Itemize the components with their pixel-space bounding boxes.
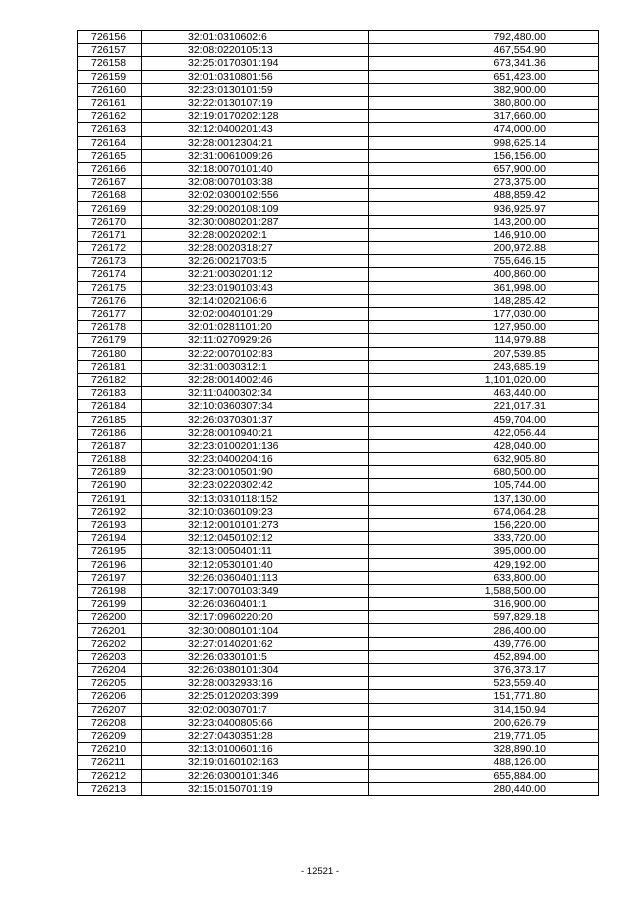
cadastral-number-cell: 32:26:0360401:1 [142, 598, 369, 611]
row-id-cell: 726183 [78, 387, 142, 400]
row-id-cell: 726197 [78, 571, 142, 584]
cadastral-number-cell: 32:26:0370301:37 [142, 413, 369, 426]
row-id-cell: 726190 [78, 479, 142, 492]
row-id-cell: 726213 [78, 782, 142, 795]
cadastral-number-cell: 32:23:0190103:43 [142, 281, 369, 294]
cadastral-number-cell: 32:28:0020318:27 [142, 242, 369, 255]
table-row [78, 202, 599, 215]
row-id-cell: 726162 [78, 110, 142, 123]
row-id-cell: 726167 [78, 176, 142, 189]
table-row [78, 650, 599, 663]
cadastral-number-cell: 32:01:0281101:20 [142, 321, 369, 334]
table-row [78, 598, 599, 611]
cadastral-number-cell: 32:12:0010101:273 [142, 518, 369, 531]
row-id-cell: 726160 [78, 83, 142, 96]
amount-cell: 273,375.00 [369, 176, 599, 189]
row-id-cell: 726192 [78, 505, 142, 518]
row-id-cell: 726187 [78, 439, 142, 452]
cadastral-number-cell: 32:11:0400302:34 [142, 387, 369, 400]
table-row [78, 637, 599, 650]
amount-cell: 200,626.79 [369, 716, 599, 729]
row-id-cell: 726166 [78, 162, 142, 175]
amount-cell: 316,900.00 [369, 598, 599, 611]
amount-cell: 655,884.00 [369, 769, 599, 782]
cadastral-number-cell: 32:19:0160102:163 [142, 756, 369, 769]
cadastral-number-cell: 32:22:0130107:19 [142, 96, 369, 109]
table-row [78, 453, 599, 466]
cadastral-number-cell: 32:01:0310801:56 [142, 70, 369, 83]
table-row [78, 176, 599, 189]
amount-cell: 998,625.14 [369, 136, 599, 149]
table-row [78, 703, 599, 716]
row-id-cell: 726209 [78, 729, 142, 742]
row-id-cell: 726159 [78, 70, 142, 83]
row-id-cell: 726198 [78, 584, 142, 597]
cadastral-number-cell: 32:10:0360307:34 [142, 400, 369, 413]
amount-cell: 280,440.00 [369, 782, 599, 795]
cadastral-number-cell: 32:02:0300102:556 [142, 189, 369, 202]
amount-cell: 452,894.00 [369, 650, 599, 663]
cadastral-number-cell: 32:30:0080201:287 [142, 215, 369, 228]
row-id-cell: 726201 [78, 624, 142, 637]
table-row [78, 268, 599, 281]
amount-cell: 200,972.88 [369, 242, 599, 255]
cadastral-number-cell: 32:25:0120203:399 [142, 690, 369, 703]
row-id-cell: 726182 [78, 373, 142, 386]
row-id-cell: 726205 [78, 677, 142, 690]
row-id-cell: 726206 [78, 690, 142, 703]
amount-cell: 1,588,500.00 [369, 584, 599, 597]
cadastral-number-cell: 32:02:0040101:29 [142, 307, 369, 320]
cadastral-number-cell: 32:08:0070103:38 [142, 176, 369, 189]
cadastral-number-cell: 32:30:0080101:104 [142, 624, 369, 637]
amount-cell: 328,890.10 [369, 743, 599, 756]
cadastral-number-cell: 32:29:0020108:109 [142, 202, 369, 215]
row-id-cell: 726171 [78, 228, 142, 241]
row-id-cell: 726156 [78, 31, 142, 44]
amount-cell: 177,030.00 [369, 307, 599, 320]
amount-cell: 317,660.00 [369, 110, 599, 123]
row-id-cell: 726170 [78, 215, 142, 228]
cadastral-number-cell: 32:15:0150701:19 [142, 782, 369, 795]
table-row [78, 149, 599, 162]
table-row [78, 545, 599, 558]
amount-cell: 156,156.00 [369, 149, 599, 162]
table-row [78, 518, 599, 531]
amount-cell: 151,771.80 [369, 690, 599, 703]
row-id-cell: 726188 [78, 453, 142, 466]
amount-cell: 936,925.97 [369, 202, 599, 215]
cadastral-number-cell: 32:12:0450102:12 [142, 532, 369, 545]
table-row [78, 677, 599, 690]
row-id-cell: 726173 [78, 255, 142, 268]
amount-cell: 439,776.00 [369, 637, 599, 650]
amount-cell: 127,950.00 [369, 321, 599, 334]
row-id-cell: 726178 [78, 321, 142, 334]
amount-cell: 105,744.00 [369, 479, 599, 492]
amount-cell: 114,979.88 [369, 334, 599, 347]
cadastral-number-cell: 32:21:0030201:12 [142, 268, 369, 281]
amount-cell: 459,704.00 [369, 413, 599, 426]
row-id-cell: 726200 [78, 611, 142, 624]
row-id-cell: 726157 [78, 44, 142, 57]
amount-cell: 286,400.00 [369, 624, 599, 637]
cadastral-number-cell: 32:28:0012304:21 [142, 136, 369, 149]
row-id-cell: 726181 [78, 360, 142, 373]
cadastral-number-cell: 32:12:0530101:40 [142, 558, 369, 571]
table-row [78, 360, 599, 373]
row-id-cell: 726193 [78, 518, 142, 531]
table-row [78, 281, 599, 294]
amount-cell: 657,900.00 [369, 162, 599, 175]
amount-cell: 382,900.00 [369, 83, 599, 96]
amount-cell: 674,064.28 [369, 505, 599, 518]
amount-cell: 395,000.00 [369, 545, 599, 558]
table-row [78, 83, 599, 96]
amount-cell: 463,440.00 [369, 387, 599, 400]
amount-cell: 1,101,020.00 [369, 373, 599, 386]
table-row [78, 387, 599, 400]
table-row [78, 439, 599, 452]
cadastral-number-cell: 32:23:0220302:42 [142, 479, 369, 492]
amount-cell: 207,539.85 [369, 347, 599, 360]
table-row [78, 426, 599, 439]
table-row [78, 70, 599, 83]
table-row [78, 44, 599, 57]
table-row [78, 571, 599, 584]
table-row [78, 532, 599, 545]
cadastral-number-cell: 32:23:0010501:90 [142, 466, 369, 479]
table-row [78, 690, 599, 703]
amount-cell: 792,480.00 [369, 31, 599, 44]
amount-cell: 429,192.00 [369, 558, 599, 571]
amount-cell: 400,860.00 [369, 268, 599, 281]
amount-cell: 380,800.00 [369, 96, 599, 109]
table-row [78, 321, 599, 334]
cadastral-number-cell: 32:02:0030701:7 [142, 703, 369, 716]
table-row [78, 782, 599, 795]
row-id-cell: 726208 [78, 716, 142, 729]
table-row [78, 242, 599, 255]
row-id-cell: 726186 [78, 426, 142, 439]
amount-cell: 633,800.00 [369, 571, 599, 584]
cadastral-number-cell: 32:17:0070103:349 [142, 584, 369, 597]
amount-cell: 146,910.00 [369, 228, 599, 241]
table-row [78, 413, 599, 426]
table-body [78, 31, 599, 796]
amount-cell: 148,285.42 [369, 294, 599, 307]
amount-cell: 156,220.00 [369, 518, 599, 531]
row-id-cell: 726168 [78, 189, 142, 202]
row-id-cell: 726169 [78, 202, 142, 215]
amount-cell: 221,017.31 [369, 400, 599, 413]
cadastral-number-cell: 32:11:0270929:26 [142, 334, 369, 347]
row-id-cell: 726199 [78, 598, 142, 611]
row-id-cell: 726191 [78, 492, 142, 505]
table-row [78, 31, 599, 44]
row-id-cell: 726210 [78, 743, 142, 756]
amount-cell: 680,500.00 [369, 466, 599, 479]
amount-cell: 523,559.40 [369, 677, 599, 690]
table-row [78, 255, 599, 268]
row-id-cell: 726184 [78, 400, 142, 413]
cadastral-number-cell: 32:26:0380101:304 [142, 664, 369, 677]
cadastral-number-cell: 32:13:0050401:11 [142, 545, 369, 558]
table-row [78, 334, 599, 347]
row-id-cell: 726194 [78, 532, 142, 545]
table-row [78, 769, 599, 782]
row-id-cell: 726202 [78, 637, 142, 650]
cadastral-number-cell: 32:23:0130101:59 [142, 83, 369, 96]
cadastral-number-cell: 32:13:0310118:152 [142, 492, 369, 505]
table-row [78, 307, 599, 320]
table-row [78, 492, 599, 505]
amount-cell: 488,859.42 [369, 189, 599, 202]
table-row [78, 611, 599, 624]
cadastral-number-cell: 32:13:0100601:16 [142, 743, 369, 756]
cadastral-number-cell: 32:23:0400204:16 [142, 453, 369, 466]
amount-cell: 333,720.00 [369, 532, 599, 545]
table-row [78, 664, 599, 677]
cadastral-number-cell: 32:26:0300101:346 [142, 769, 369, 782]
row-id-cell: 726163 [78, 123, 142, 136]
table-row [78, 96, 599, 109]
cadastral-number-cell: 32:14:0202106:6 [142, 294, 369, 307]
table-row [78, 136, 599, 149]
row-id-cell: 726179 [78, 334, 142, 347]
amount-cell: 467,554.90 [369, 44, 599, 57]
cadastral-number-cell: 32:10:0360109:23 [142, 505, 369, 518]
table-row [78, 400, 599, 413]
cadastral-number-cell: 32:23:0400805:66 [142, 716, 369, 729]
row-id-cell: 726195 [78, 545, 142, 558]
amount-cell: 243,685.19 [369, 360, 599, 373]
row-id-cell: 726211 [78, 756, 142, 769]
table-row [78, 373, 599, 386]
row-id-cell: 726212 [78, 769, 142, 782]
cadastral-number-cell: 32:28:0032933:16 [142, 677, 369, 690]
row-id-cell: 726175 [78, 281, 142, 294]
table-row [78, 584, 599, 597]
cadastral-number-cell: 32:22:0070102:83 [142, 347, 369, 360]
amount-cell: 376,373.17 [369, 664, 599, 677]
cadastral-number-cell: 32:27:0140201:62 [142, 637, 369, 650]
table-row [78, 215, 599, 228]
amount-cell: 219,771.05 [369, 729, 599, 742]
cadastral-number-cell: 32:01:0310602:6 [142, 31, 369, 44]
table-row [78, 162, 599, 175]
cadastral-number-cell: 32:12:0400201:43 [142, 123, 369, 136]
row-id-cell: 726189 [78, 466, 142, 479]
cadastral-number-cell: 32:18:0070101:40 [142, 162, 369, 175]
amount-cell: 755,646.15 [369, 255, 599, 268]
cadastral-number-cell: 32:28:0010940:21 [142, 426, 369, 439]
cadastral-number-cell: 32:17:0960220:20 [142, 611, 369, 624]
amount-cell: 361,998.00 [369, 281, 599, 294]
cadastral-number-cell: 32:26:0360401:113 [142, 571, 369, 584]
table-row [78, 756, 599, 769]
cadastral-number-cell: 32:08:0220105:13 [142, 44, 369, 57]
table-row [78, 57, 599, 70]
table-row [78, 558, 599, 571]
cadastral-number-cell: 32:31:0061009:26 [142, 149, 369, 162]
amount-cell: 651,423.00 [369, 70, 599, 83]
row-id-cell: 726158 [78, 57, 142, 70]
table-row [78, 505, 599, 518]
table-row [78, 347, 599, 360]
amount-cell: 428,040.00 [369, 439, 599, 452]
row-id-cell: 726177 [78, 307, 142, 320]
cadastral-number-cell: 32:28:0020202:1 [142, 228, 369, 241]
table-row [78, 624, 599, 637]
row-id-cell: 726165 [78, 149, 142, 162]
row-id-cell: 726161 [78, 96, 142, 109]
amount-cell: 137,130.00 [369, 492, 599, 505]
cadastral-number-cell: 32:26:0330101:5 [142, 650, 369, 663]
table-row [78, 123, 599, 136]
row-id-cell: 726174 [78, 268, 142, 281]
amount-cell: 314,150.94 [369, 703, 599, 716]
amount-cell: 632,905.80 [369, 453, 599, 466]
row-id-cell: 726196 [78, 558, 142, 571]
amount-cell: 143,200.00 [369, 215, 599, 228]
cadastral-number-cell: 32:28:0014002:46 [142, 373, 369, 386]
cadastral-number-cell: 32:31:0030312:1 [142, 360, 369, 373]
row-id-cell: 726204 [78, 664, 142, 677]
table-row [78, 716, 599, 729]
cadastral-number-cell: 32:19:0170202:128 [142, 110, 369, 123]
row-id-cell: 726180 [78, 347, 142, 360]
page-number: - 12521 - [300, 866, 340, 877]
table-row [78, 294, 599, 307]
amount-cell: 673,341.36 [369, 57, 599, 70]
cadastral-number-cell: 32:25:0170301:194 [142, 57, 369, 70]
table-row [78, 110, 599, 123]
amount-cell: 422,056.44 [369, 426, 599, 439]
table-row [78, 466, 599, 479]
amount-cell: 488,126.00 [369, 756, 599, 769]
data-table [77, 30, 599, 796]
amount-cell: 474,000.00 [369, 123, 599, 136]
table-row [78, 743, 599, 756]
amount-cell: 597,829.18 [369, 611, 599, 624]
table-row [78, 479, 599, 492]
table-row [78, 729, 599, 742]
row-id-cell: 726207 [78, 703, 142, 716]
row-id-cell: 726185 [78, 413, 142, 426]
cadastral-number-cell: 32:27:0430351:28 [142, 729, 369, 742]
table-row [78, 189, 599, 202]
row-id-cell: 726164 [78, 136, 142, 149]
table-row [78, 228, 599, 241]
row-id-cell: 726203 [78, 650, 142, 663]
row-id-cell: 726176 [78, 294, 142, 307]
cadastral-number-cell: 32:23:0100201:136 [142, 439, 369, 452]
cadastral-number-cell: 32:26:0021703:5 [142, 255, 369, 268]
row-id-cell: 726172 [78, 242, 142, 255]
